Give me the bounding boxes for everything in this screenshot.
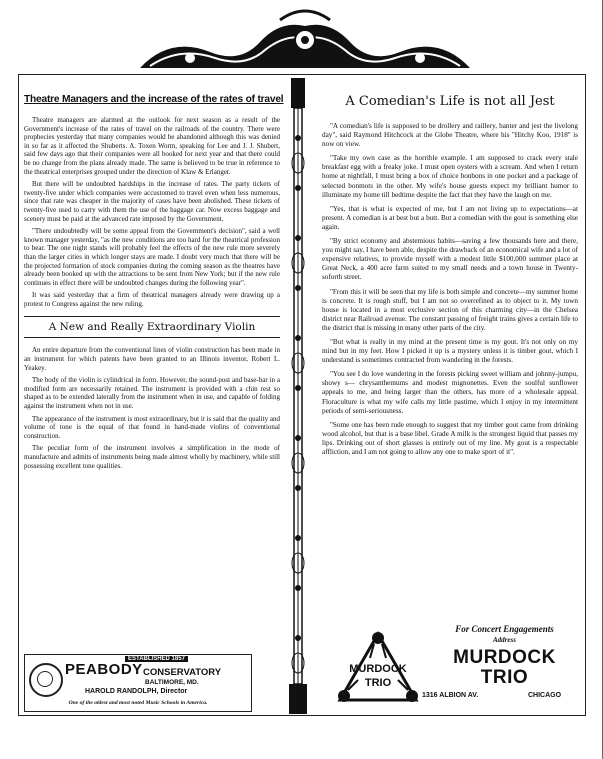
article-paragraph: "Yes, that is what is expected of me, but I am not living up to expectations—at present. A comedian is at best but a butt. But a comedian with the gout is something else again.: [322, 204, 578, 231]
address-label: Address: [493, 636, 516, 644]
murdock-name-line1: MURDOCK: [453, 647, 556, 668]
peabody-city: BALTIMORE, MD.: [145, 679, 199, 686]
article-paragraph: "Some one has been rude enough to suggest that my timber gout came from drinking wood alcohol, but that is a base libel. Grade A milk is the strongest liquid that passes my lips. Drinking out of short glasses is entirely out of my line. My gout is a respectable affliction, and I am not going to allow any one to make sport of it".: [322, 420, 578, 456]
violin-headline-box: [24, 316, 280, 338]
article-paragraph: The peculiar form of the instrument involves a simplification in the mode of manufacture and admits of instruments being made almost wholly by machinery, while still possessing excellent tone qualities.: [24, 444, 280, 470]
article-paragraph: "But what is really in my mind at the present time is my gout. It's not only on my mind but in my feet. How I picked it up is a mystery unless it is timber gout, which I understand is sometimes contracted from wandering in the forests.: [322, 337, 578, 365]
logo-text-top: MURDOCK: [349, 663, 407, 675]
column-divider-ornament: [283, 78, 313, 714]
logo-text-bottom: TRIO: [364, 677, 392, 689]
article-paragraph: An entire departure from the conventional lines of violin construction has been made in an instrument for which patents have been granted to an Illinois inventor, Robert L. Yeakey.: [24, 346, 280, 372]
peabody-director: HAROLD RANDOLPH, Director: [85, 688, 188, 695]
article-paragraph: Theatre managers are alarmed at the outlook for next season as a result of the Government's increase of the rates of travel on the railroads of the country. There were prophecies yesterday that many companies would be abandoned although this was denied in so far as it affected the Shuberts. A. Toxen Worm, speaking for Lee and J. J. Shubert, said few days ago that their companies were all booked for next year and that there could be no change from the plans already made. The same is believed to be true in reference to the theatrical enterprises grouped under the direction of Klaw & Erlanger.: [24, 116, 280, 176]
concert-engagements-label: For Concert Engagements: [455, 624, 554, 634]
header-ornament-icon: [130, 6, 480, 76]
article-paragraph: "Take my own case as the horrible example. I am supposed to crack every stale breakfast egg with a freaky joke. I must open oysters with a scream. And when I return home at nightfall, I must bring a box of choice bonbons in one pocket and a package of selected bonmots in the other. My wife's house guests expect my brilliant humor to illuminate my home till bedtime despite the fact that they have the laugh on me.: [322, 154, 578, 199]
article-paragraph: The appearance of the instrument is most extraordinary, but it is said that the quality and volume of tone is the equal of that found in hand-made violins of conventional construction.: [24, 414, 280, 440]
article-paragraph: "You see I do love wandering in the forests picking sweet william and johnny-jumpu, showy s— chrysanthemums and modest mignonettes. Even the soulful sunflower appeals to me, and being larger than the others, has more of a wholesale appeal. Floraculture is what my wife calls my little pastime, which I enjoy in my intermittent periods of semi-seriousness.: [322, 370, 578, 415]
article-paragraph: "By strict economy and abstemious habits—saving a few thousands here and there, you might say, I have been able, despite the drawback of an economical wife and a lot of expensive relatives, to provide myself with a modest little $100,000 summer place at Great Neck, a 400 acre farm suited to my small needs and a town house in Twenty-soforth street.: [322, 237, 578, 282]
murdock-trio-advertisement: [322, 618, 578, 710]
article-paragraph: "There undoubtedly will be some appeal from the Government's decision", said a well known manager yesterday, "as the new conditions are too hard for the theatrical profession to bear. The one night stands will probably feel the effects of the new rule more severely than the larger cities in which longer stays are made. I doubt very much that there will be the projected formation of stock companies during the coming season as the theatres have already been booked up with the attractions to be sent from New York; but if the new rule continues in effect there will be undoubted changes during the following year".: [24, 227, 280, 287]
article-paragraph: The body of the violin is cylindrical in form. However, the sound-post and base-bar in a modified form are necessarily retained. The instrument is provided with a chin rest so shaped as to be extended laterally from the instrument when in use, and capable of folding against the instrument when not in use.: [24, 376, 280, 411]
murdock-city: CHICAGO: [528, 692, 562, 699]
established-label: ESTABLISHED 1857: [125, 656, 188, 662]
peabody-name: PEABODY: [65, 661, 143, 678]
peabody-advertisement: [24, 654, 252, 712]
trio-triangle-logo-icon: [334, 628, 422, 706]
article-paragraph: But there will be undoubted hardships in the increase of rates. The party tickets of twenty-five under which companies were accustomed to travel even when less numerous, since that rate was cheaper in the majority of cases have been abolished. These tickets of twenty-five used to carry with them the use of the baggage car. Now excess baggage and scenery must be paid at the advanced rate imposed by the Government.: [24, 180, 280, 223]
right-column: [322, 94, 578, 462]
article-paragraph: "From this it will be seen that my life is both simple and concrete—my summer home is concrete. It is rough stuff, but I am not so overrefined as to object to it. My town house is located in a most exclusive section of this charming city—in the Chelsea district near Railroad avenue. The constant passing of freight trains gives a certain life to the district that is missing in many other parts of the city.: [322, 287, 578, 332]
conservatory-label: CONSERVATORY: [143, 667, 222, 678]
peabody-tagline: One of the oldest and most noted Music Schools in America.: [68, 700, 208, 706]
left-column: [24, 94, 284, 474]
conservatory-seal-icon: [29, 663, 63, 697]
murdock-trio-name: [437, 648, 572, 688]
comedian-headline: A Comedian's Life is not all Jest: [345, 94, 555, 109]
article-paragraph: "A comedian's life is supposed to be drollery and raillery, banter and jest the livelong day", said Raymond Hitchcock at the Globe Theatre, where his "Hitchy Koo, 1918" is now on view.: [322, 122, 578, 149]
murdock-street: 1316 ALBION AV.: [422, 692, 479, 699]
article-paragraph: It was said yesterday that a firm of theatrical managers already were drawing up a protest to Congress against the new ruling.: [24, 291, 280, 308]
violin-headline: A New and Really Extraordinary Violin: [48, 321, 256, 334]
murdock-name-line2: TRIO: [480, 667, 529, 688]
theatre-headline: Theatre Managers and the increase of the rates of travel: [24, 94, 284, 105]
